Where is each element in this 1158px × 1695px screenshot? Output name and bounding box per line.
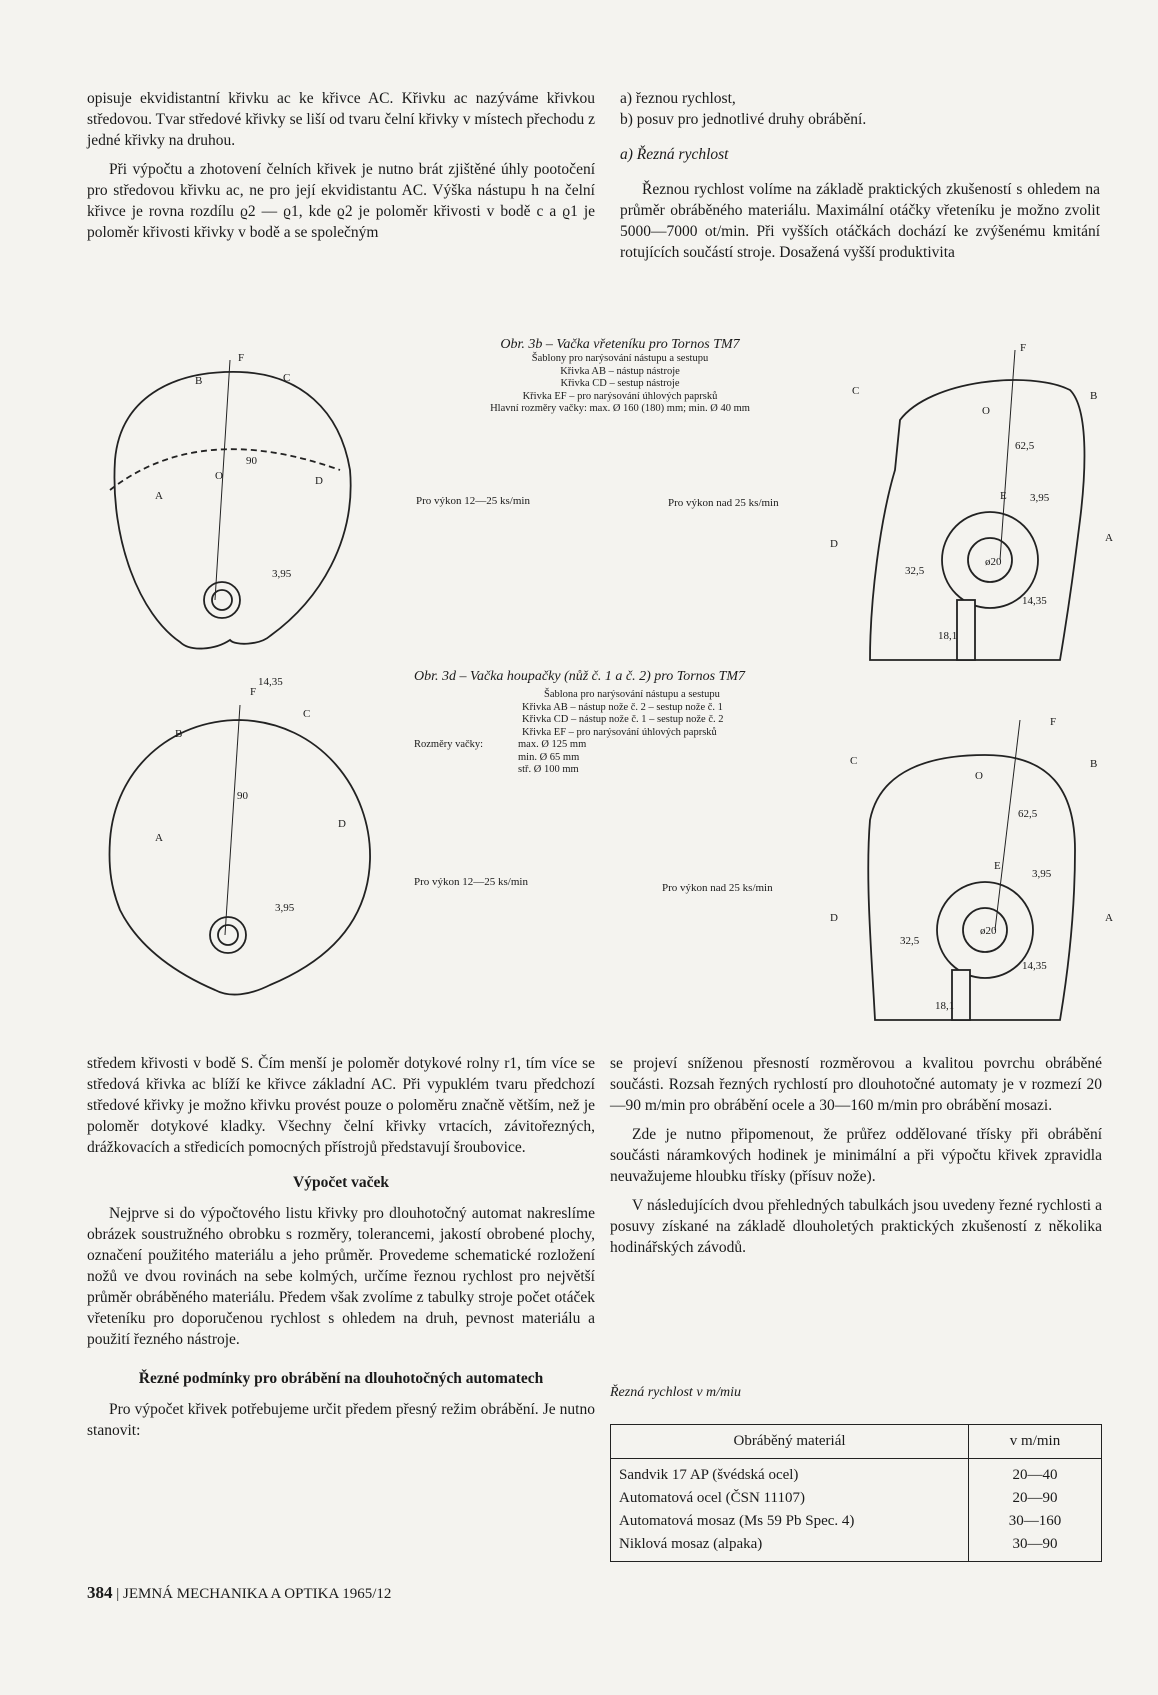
cam-3b-right [870, 380, 1084, 660]
label-F: F [238, 352, 245, 364]
paragraph: Nejprve si do výpočtového listu křivky pro dlouhotočný automat nakreslíme obrázek soustružného obrobku s rozměry, tolerancemi, jakostí obrobené plochy, označení použitého materiálu a jeho průměr. Provedeme schematické rozložení nožů ve dvou rovinách na sebe kolmých, určíme řeznou rychlost pro největší průměr obráběného materiálu. Předem však zvolíme z tabulky stroje počet otáček vřeteníku pro doporučenou rychlost s ohledem na druh, pevnost materiálu a použití řezného nástroje. [87, 1205, 595, 1348]
table-row [611, 1487, 1101, 1510]
label-A: A [1105, 912, 1113, 924]
caption-line: Křivka AB – nástup nože č. 2 – sestup nože č. 1 [522, 701, 723, 713]
label-O: O [975, 770, 983, 782]
cutting-speed-table [610, 1424, 1102, 1562]
label-D: D [830, 538, 838, 550]
dimension: stř. Ø 100 mm [518, 764, 579, 775]
figure-3d-caption-left: Pro výkon 12—25 ks/min [414, 876, 528, 888]
figure-3b-caption [420, 336, 820, 416]
caption-line: Křivka AB – nástup nástroje [560, 365, 680, 377]
list-item: b) posuv pro jednotlivé druhy obrábění. [620, 111, 867, 128]
label-D: D [315, 475, 323, 487]
label-E: E [1000, 490, 1007, 502]
dimension: min. Ø 65 mm [518, 751, 580, 763]
label-B: B [195, 375, 203, 387]
paragraph: V následujících dvou přehledných tabulkách jsou uvedeny řezné rychlosti a posuvy získané na základě dlouholetých praktických zkušeností z několika hodinářských závodů. [610, 1197, 1102, 1256]
label-625: 62,5 [1018, 808, 1038, 820]
label-O: O [982, 405, 990, 417]
label-625: 62,5 [1015, 440, 1035, 452]
label-D: D [338, 818, 346, 830]
figure-3b-caption-left: Pro výkon 12—25 ks/min [416, 495, 530, 507]
page-number: 384 [87, 1583, 113, 1602]
table-cell: 30—90 [969, 1533, 1102, 1561]
caption-line: Šablona pro narýsování nástupu a sestupu [544, 689, 720, 700]
label-B: B [1090, 390, 1098, 402]
label-181: 18,1 [938, 630, 958, 642]
page-footer [87, 1583, 391, 1603]
table-cell: Automatová ocel (ČSN 11107) [619, 1490, 805, 1506]
paragraph: opisuje ekvidistantní křivku ac ke křivce AC. Křivku ac nazýváme křivkou středovou. Tvar středové křivky se liší od tvaru čelní křivky v místech přechodu z jedné křivky na druhou. [87, 90, 595, 149]
figure-title: Obr. 3d – Vačka houpačky (nůž č. 1 a č. 2) pro Tornos TM7 [414, 669, 746, 684]
footer-divider: | [116, 1586, 124, 1602]
label-B: B [1090, 758, 1098, 770]
label-1435: 14,35 [258, 676, 283, 688]
right-column-bottom [610, 1053, 1102, 1266]
paragraph: Řeznou rychlost volíme na základě praktických zkušeností s ohledem na průměr obráběného materiálu. Maximální otáčky vřeteníku je možno zvolit 5000—7000 ot/min. Při vyšších otáčkách dochází ke zvýšenému kmitání rotujících součástí stroje. Dosažená vyšší produktivita [620, 181, 1100, 261]
figure-3d-caption [414, 668, 824, 777]
label-325: 32,5 [900, 935, 920, 947]
label-395: 3,95 [1030, 492, 1050, 504]
figure-title: Obr. 3b – Vačka vřeteníku pro Tornos TM7 [500, 337, 740, 352]
subheading: a) Řezná rychlost [620, 146, 729, 163]
caption-line: Křivka EF – pro narýsování úhlových paprsků [522, 390, 718, 402]
label-395: 3,95 [275, 902, 295, 914]
table-row [611, 1459, 1101, 1488]
table-cell: Niklová mosaz (alpaka) [619, 1536, 763, 1552]
caption-line: Hlavní rozměry vačky: max. Ø 160 (180) mm; min. Ø 40 mm [490, 403, 750, 414]
table-cell: Sandvik 17 AP (švédská ocel) [619, 1467, 799, 1483]
label-1435: 14,35 [1022, 595, 1047, 607]
dimensions-label: Rozměry vačky: [414, 739, 484, 750]
label-90: 90 [237, 790, 248, 802]
figure-3d-caption-right: Pro výkon nad 25 ks/min [662, 882, 773, 894]
dimension: max. Ø 125 mm [518, 739, 587, 750]
label-395: 3,95 [272, 568, 292, 580]
table-header: Obráběný materiál [611, 1425, 969, 1459]
label-1435: 14,35 [1022, 960, 1047, 972]
list-item: a) řeznou rychlost, [620, 90, 736, 107]
label-D: D [830, 912, 838, 924]
figure-3b-caption-right: Pro výkon nad 25 ks/min [668, 497, 779, 509]
table-cell: 30—160 [969, 1510, 1102, 1533]
table-cell: Automatová mosaz (Ms 59 Pb Spec. 4) [619, 1513, 855, 1529]
label-E: E [994, 860, 1001, 872]
label-F: F [1020, 342, 1027, 354]
section-heading: Řezné podmínky pro obrábění na dlouhotočných automatech [138, 1370, 544, 1387]
paragraph: Zde je nutno připomenout, že průřez oddělované třísky při obrábění součásti náramkových hodinek je minimální a při výpočtu křivek zpravidla neuvažujeme hloubku třísky (přísuv nože). [610, 1126, 1102, 1185]
cam-3b-left [114, 372, 350, 649]
section-heading: Výpočet vaček [293, 1174, 389, 1191]
paragraph: Pro výpočet křivek potřebujeme určit předem přesný režim obrábění. Je nutno stanovit: [87, 1401, 595, 1439]
table-header: v m/min [969, 1425, 1102, 1459]
paragraph: Při výpočtu a zhotovení čelních křivek je nutno brát zjištěné úhly pootočení pro středovou křivku ac, ne pro její ekvidistantu AC. Výška nástupu h na čelní křivce je rovna rozdílu ϱ2 — ϱ1, kde ϱ2 je poloměr křivosti v bodě c a ϱ1 je poloměr křivosti křivky v bodě a se společným [87, 161, 595, 241]
label-O: O [215, 470, 223, 482]
table-caption: Řezná rychlost v m/miu [610, 1385, 742, 1400]
cam-3d-right [868, 755, 1075, 1020]
label-325: 32,5 [905, 565, 925, 577]
table-row [611, 1510, 1101, 1533]
cam-3d-left [109, 720, 370, 995]
label-A: A [155, 490, 163, 502]
label-F: F [1050, 716, 1057, 728]
left-column-bottom [87, 1053, 595, 1449]
table-row [611, 1533, 1101, 1561]
label-B: B [175, 728, 183, 740]
label-A: A [155, 832, 163, 844]
caption-line: Šablony pro narýsování nástupu a sestupu [531, 353, 709, 364]
caption-line: Křivka CD – nástup nože č. 1 – sestup nože č. 2 [522, 714, 724, 725]
label-d20: ø20 [980, 925, 997, 937]
label-C: C [850, 755, 858, 767]
label-C: C [303, 708, 311, 720]
paragraph: se projeví sníženou přesností rozměrovou a kvalitou povrchu obráběné součásti. Rozsah řezných rychlostí pro dlouhotočné automaty je v rozmezí 20—90 m/min pro obrábění ocele a 30—160 m/min pro obrábění mosazi. [610, 1055, 1102, 1114]
label-F: F [250, 686, 257, 698]
label-90: 90 [246, 455, 257, 467]
label-395: 3,95 [1032, 868, 1052, 880]
label-181: 18,1 [935, 1000, 955, 1012]
label-d20: ø20 [985, 556, 1002, 568]
label-C: C [852, 385, 860, 397]
table-cell: 20—90 [969, 1487, 1102, 1510]
label-A: A [1105, 532, 1113, 544]
table-cell: 20—40 [969, 1459, 1102, 1488]
journal-name: JEMNÁ MECHANIKA A OPTIKA 1965/12 [123, 1586, 392, 1602]
caption-line: Křivka EF – pro narýsování úhlových paprsků [522, 726, 717, 738]
paragraph: středem křivosti v bodě S. Čím menší je poloměr dotykové rolny r1, tím více se středová křivka ac blíží ke křivce základní AC. Při vypuklém tvaru předchozí středové křivky je možno křivku provést pouze o poloměru značně větším, než je poloměr dotykové kladky. Všechny čelní křivky vrtacích, závitořezných, drážkovacích a středicích pomocných přístrojů představují šroubovice. [87, 1055, 595, 1156]
caption-line: Křivka CD – sestup nástroje [560, 378, 680, 389]
label-C: C [283, 372, 291, 384]
